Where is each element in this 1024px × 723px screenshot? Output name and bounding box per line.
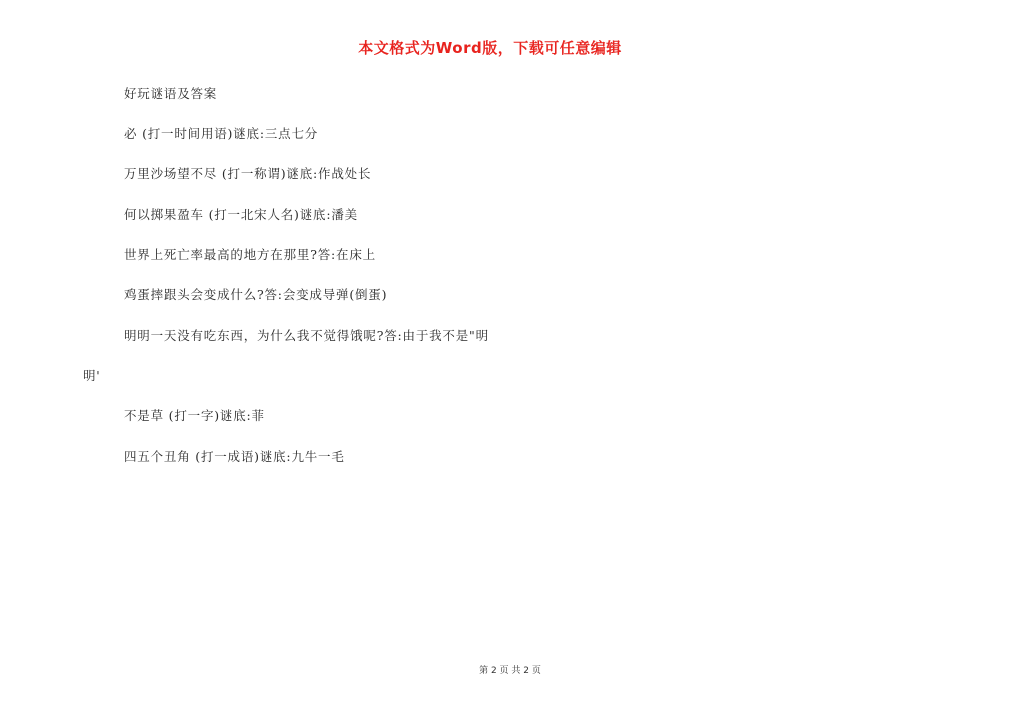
riddle-line-continuation: 明' bbox=[83, 368, 101, 383]
riddle-line: 不是草 (打一字)谜底:菲 bbox=[124, 408, 265, 423]
riddle-line: 鸡蛋摔跟头会变成什么?答:会变成导弹(倒蛋) bbox=[124, 287, 388, 302]
header-banner: 本文格式为Word版，下载可任意编辑 bbox=[358, 39, 622, 57]
riddle-line: 必 (打一时间用语)谜底:三点七分 bbox=[124, 126, 319, 141]
doc-title: 好玩谜语及答案 bbox=[124, 86, 218, 101]
riddle-line: 何以掷果盈车 (打一北宋人名)谜底:潘美 bbox=[124, 207, 358, 222]
riddle-line: 万里沙场望不尽 (打一称谓)谜底:作战处长 bbox=[124, 166, 372, 181]
riddle-line: 四五个丑角 (打一成语)谜底:九牛一毛 bbox=[124, 449, 345, 464]
page-footer: 第 2 页 共 2 页 bbox=[479, 666, 541, 676]
riddle-line: 世界上死亡率最高的地方在那里?答:在床上 bbox=[124, 247, 376, 262]
riddle-line: 明明一天没有吃东西，为什么我不觉得饿呢?答:由于我不是"明 bbox=[124, 328, 489, 343]
